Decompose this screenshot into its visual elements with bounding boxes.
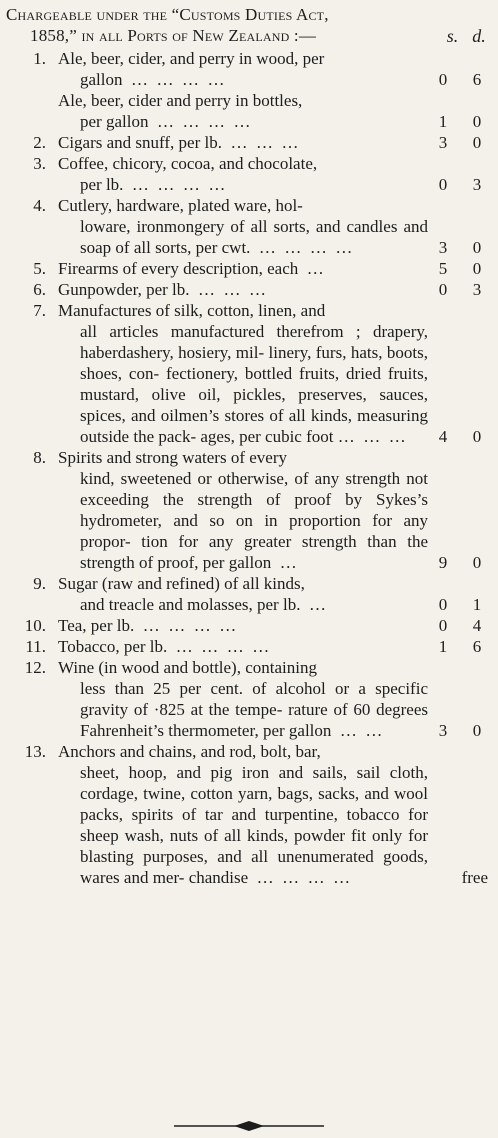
entry-text-continued: sheet, hoop, and pig iron and sails, sail cloth, cordage, twine, cotton yarn, bags, sacks, and wool packs, spirits of tar and turpentine, tobacco for sheep wash, nuts of all kinds, powder fit only for blasting purposes, and all unenumerated goods, wares and mer- chandise … … … … <box>80 763 428 887</box>
duty-amount <box>432 867 488 888</box>
tariff-entries <box>6 48 492 888</box>
duty-shillings: 1 <box>438 637 448 656</box>
duty-pence: 0 <box>472 721 482 740</box>
entry-text-continued: gallon … … … … <box>80 70 225 89</box>
duty-pence: 3 <box>472 175 482 194</box>
entry-text: Anchors and chains, and rod, bolt, bar, <box>58 742 321 761</box>
entry-number: 2. <box>33 133 46 152</box>
entry-text-continued: kind, sweetened or otherwise, of any strength not exceeding the strength of proof by Sykes’s hydrometer, and so on in proportion for any propor- tion for any greater strength than the strength of proof, per gallon … <box>80 469 428 572</box>
duty-shillings: 3 <box>438 133 448 152</box>
duty-shillings: 0 <box>438 175 448 194</box>
duty-shillings: 1 <box>438 112 448 131</box>
duty-amount <box>432 594 488 615</box>
duty-pence: 1 <box>472 595 482 614</box>
duty-amount <box>432 132 488 153</box>
heading-line-1: Chargeable under the “Customs Duties Act, <box>6 5 329 24</box>
tariff-entry <box>6 615 492 636</box>
entry-text-continued: less than 25 per cent. of alcohol or a specific gravity of ·825 at the tempe- rature of 60 degrees Fahrenheit’s thermometer, per gallon … … <box>80 679 428 740</box>
tariff-entry <box>6 258 492 279</box>
duty-amount <box>432 174 488 195</box>
entry-text: Spirits and strong waters of every <box>58 448 287 467</box>
entry-text: Cutlery, hardware, plated ware, hol- <box>58 196 303 215</box>
heading-line-2: 1858,” in all Ports of New Zealand :— <box>30 26 317 45</box>
currency-column-headers <box>442 26 491 47</box>
duty-pence: 0 <box>472 427 482 446</box>
duty-amount <box>432 615 488 636</box>
entry-number: 7. <box>33 301 46 320</box>
entry-text: Ale, beer, cider, and perry in wood, per <box>58 49 325 68</box>
tariff-entry <box>6 636 492 657</box>
entry-number: 13. <box>24 742 46 761</box>
tariff-entry <box>6 657 492 741</box>
duty-pence: 0 <box>472 553 482 572</box>
tariff-entry <box>6 447 492 573</box>
entry-text-continued: per lb. … … … … <box>80 175 226 194</box>
entry-text: Sugar (raw and refined) of all kinds, <box>58 574 305 593</box>
entry-text-continued: loware, ironmongery of all sorts, and candles and soap of all sorts, per cwt. … … … … <box>80 217 428 257</box>
tariff-entry <box>6 195 492 258</box>
ornamental-rule <box>174 1120 324 1132</box>
duty-amount <box>432 426 488 447</box>
entry-text-continued: all articles manufactured therefrom ; drapery, haberdashery, hosiery, mil- linery, furs, hats, boots, shoes, con- fectionery, bottled fruits, dried fruits, mustard, olive oil, pickles, preserves, sauces, spices, and oilmen’s stores of all kinds, measuring outside the pack- ages, per cubic foot … … … <box>80 322 428 446</box>
tariff-entry <box>6 741 492 888</box>
duty-shillings: 5 <box>438 259 448 278</box>
tariff-entry <box>6 573 492 615</box>
tariff-heading <box>6 4 492 46</box>
duty-free-label: free <box>461 868 488 887</box>
entry-text: Ale, beer, cider and perry in bottles, <box>58 91 303 110</box>
duty-amount <box>432 279 488 300</box>
entry-text: Coffee, chicory, cocoa, and chocolate, <box>58 154 318 173</box>
entry-number: 12. <box>24 658 46 677</box>
tariff-entry <box>6 48 492 90</box>
entry-number: 9. <box>33 574 46 593</box>
tariff-entry <box>6 300 492 447</box>
duty-amount <box>432 720 488 741</box>
duty-amount <box>432 69 488 90</box>
entry-number: 1. <box>33 49 46 68</box>
duty-amount <box>432 258 488 279</box>
entry-text: Manufactures of silk, cotton, linen, and <box>58 301 326 320</box>
entry-text: Tea, per lb. … … … … <box>58 616 237 635</box>
duty-shillings: 0 <box>438 595 448 614</box>
entry-text: Firearms of every description, each … <box>58 259 324 278</box>
tariff-entry <box>6 279 492 300</box>
entry-number: 11. <box>25 637 46 656</box>
duty-amount <box>432 552 488 573</box>
entry-text: Wine (in wood and bottle), containing <box>58 658 317 677</box>
entry-text: Gunpowder, per lb. … … … <box>58 280 267 299</box>
duty-amount <box>432 237 488 258</box>
entry-number: 10. <box>24 616 46 635</box>
entry-number: 4. <box>33 196 46 215</box>
entry-text: Tobacco, per lb. … … … … <box>58 637 270 656</box>
tariff-entry <box>6 153 492 195</box>
tariff-entry <box>6 90 492 132</box>
duty-pence: 3 <box>472 280 482 299</box>
duty-pence: 6 <box>472 70 482 89</box>
duty-amount <box>432 636 488 657</box>
duty-pence: 0 <box>472 133 482 152</box>
entry-number: 3. <box>33 154 46 173</box>
duty-pence: 4 <box>472 616 482 635</box>
duty-shillings: 0 <box>438 616 448 635</box>
duty-pence: 0 <box>472 112 482 131</box>
duty-pence: 0 <box>472 238 482 257</box>
duty-pence: 6 <box>472 637 482 656</box>
duty-shillings: 9 <box>438 553 448 572</box>
duty-shillings: 0 <box>438 280 448 299</box>
duty-amount <box>432 111 488 132</box>
entry-number: 8. <box>33 448 46 467</box>
entry-number: 6. <box>33 280 46 299</box>
duty-shillings: 0 <box>438 70 448 89</box>
duty-shillings: 3 <box>438 238 448 257</box>
entry-text: Cigars and snuff, per lb. … … … <box>58 133 299 152</box>
entry-number: 5. <box>33 259 46 278</box>
entry-text-continued: and treacle and molasses, per lb. … <box>80 595 326 614</box>
duty-shillings: 4 <box>438 427 448 446</box>
entry-text-continued: per gallon … … … … <box>80 112 251 131</box>
duty-shillings: 3 <box>438 721 448 740</box>
shillings-header: s. <box>446 26 459 46</box>
pence-header: d. <box>472 26 486 46</box>
duty-pence: 0 <box>472 259 482 278</box>
tariff-entry <box>6 132 492 153</box>
